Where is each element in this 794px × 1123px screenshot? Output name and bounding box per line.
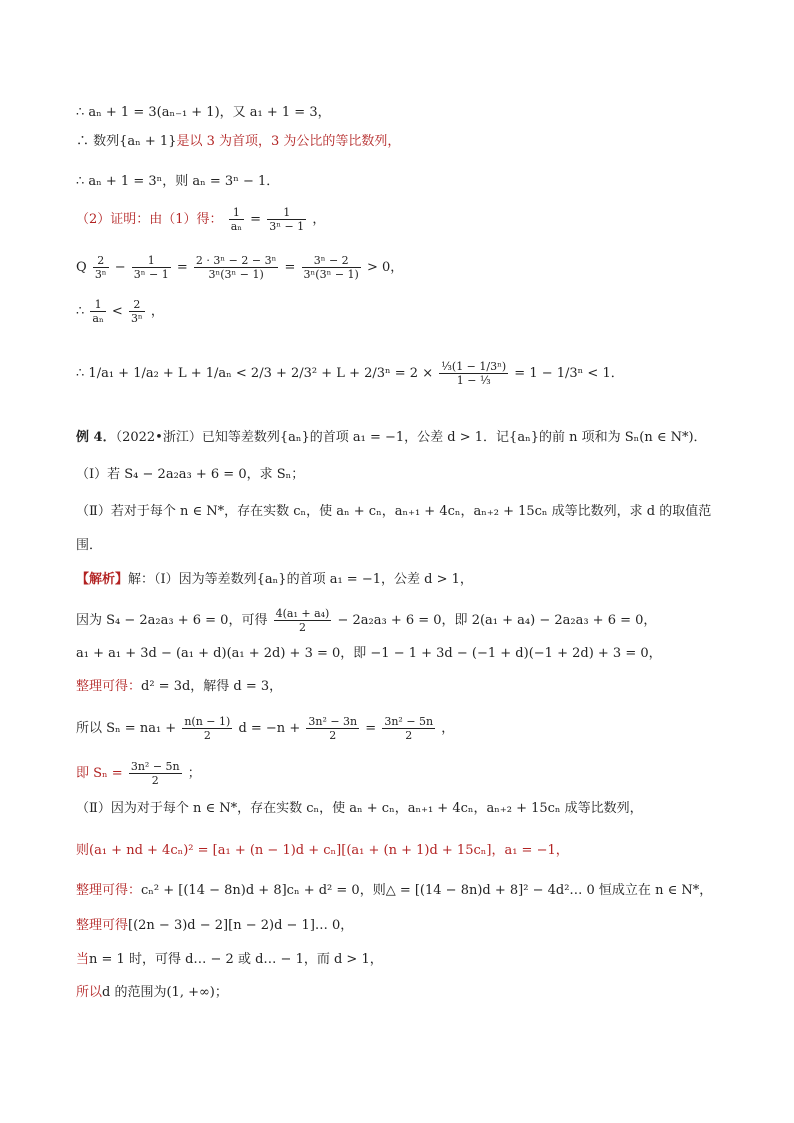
- text-simplify-label-3: 整理可得: [76, 918, 129, 933]
- line-analysis: [76, 571, 754, 589]
- text-general-term: ∴ aₙ + 1 = 3ⁿ，则 aₙ = 3ⁿ − 1．: [76, 174, 280, 189]
- text-proof-label: （2）证明：由（1）得：: [76, 212, 223, 227]
- line-n-equals-1: 当n = 1 时，可得 d… − 2 或 d… − 1，而 d > 1，: [76, 952, 383, 967]
- line-inequality: ∴ $\frac{1}{\text{aₙ}}$ < $\frac{2}{\text{3ⁿ}}$ ，: [76, 298, 164, 325]
- fraction-2-over-3n: $\frac{2}{\text{3ⁿ}}$: [94, 254, 107, 281]
- line-part-2-cont: [76, 537, 754, 555]
- text-d-range: d 的范围为(1, +∞)；: [102, 985, 228, 1000]
- text-factor: [(2n − 3)d − 2][n − 2)d − 1]… 0，: [128, 918, 354, 933]
- line-proof-start: （2）证明：由（1）得： $\frac{1}{\text{aₙ}}$ = $\frac{1}{\text{3ⁿ − 1}}$ ，: [76, 206, 326, 233]
- line-substitution: [76, 645, 754, 663]
- line-example-4: [76, 429, 754, 447]
- fraction-n-n-1: $\frac{n(n - 1)}{2}$: [184, 715, 231, 742]
- line-difference: Q $\frac{2}{\text{3ⁿ}}$ − $\frac{1}{\text{3ⁿ − 1}}$ = $\frac{\text{2 · 3ⁿ − 2 − 3ⁿ}}{\text{3ⁿ(3ⁿ − 1)}}$ = $\frac{\text{3ⁿ − 2}}{\text{3ⁿ(3ⁿ − 1)}}$ > 0，: [76, 254, 404, 281]
- fraction-1-over-3n-minus-1: $\frac{1}{\text{3ⁿ − 1}}$: [269, 206, 305, 233]
- text-part-2-cont: 围．: [76, 538, 103, 553]
- line-factor: [76, 917, 754, 935]
- line-geometric-sequence: [76, 133, 754, 151]
- text-simplify-label: 整理可得：: [76, 679, 142, 694]
- fraction-geometric-sum: $\frac{\text{⅓(1 − 1/3ⁿ)}}{\text{1 − ⅓}}$: [441, 360, 507, 387]
- fraction-2-over-3n-2: $\frac{2}{\text{3ⁿ}}$: [130, 298, 143, 325]
- line-sum-bound: ∴ 1/a₁ + 1/a₂ + L + 1/aₙ < 2/3 + 2/3² + L + 2/3ⁿ = 2 × $\frac{\text{⅓(1 − 1/3ⁿ)}}{\text{1 − ⅓}}$ = 1 − 1/3ⁿ < 1．: [76, 360, 624, 387]
- line-sn-result: 即 Sₙ = $\frac{\text{3n² − 5n}}{2}$ ；: [76, 760, 201, 787]
- text-analysis-start: 解：（Ⅰ）因为等差数列{aₙ}的首项 a₁ = −1，公差 d > 1，: [128, 572, 473, 587]
- fraction-1-over-an-2: $\frac{1}{\text{aₙ}}$: [92, 298, 104, 325]
- line-solve-d: [76, 678, 754, 696]
- text-part-1: （Ⅰ）若 S₄ − 2a₂a₃ + 6 = 0，求 Sₙ；: [76, 467, 305, 482]
- line-geometric-condition: [76, 842, 754, 860]
- fraction-sn-result: $\frac{\text{3n² − 5n}}{2}$: [130, 760, 180, 787]
- line-part-2: [76, 503, 754, 521]
- line-d-range: 所以d 的范围为(1, +∞)；: [76, 985, 228, 1000]
- line-general-term: [76, 173, 754, 191]
- text-sum-expression: 1/a₁ + 1/a₂ + L + 1/aₙ < 2/3 + 2/3² + L + 2/3ⁿ = 2 ×: [88, 366, 434, 381]
- fraction-1-over-3n-1: $\frac{1}{\text{3ⁿ − 1}}$: [133, 254, 169, 281]
- line-sn-derivation: 所以 Sₙ = na₁ + $\frac{n(n - 1)}{2}$ d = −n + $\frac{\text{3n² − 3n}}{2}$ = $\frac{\text{3n² − 5n}}{2}$ ，: [76, 715, 455, 742]
- text-example-statement: （2022•浙江）已知等差数列{aₙ}的首项 a₁ = −1，公差 d > 1．记{aₙ}的前 n 项和为 Sₙ(n ∈ N*)．: [115, 430, 707, 445]
- text-substitution: a₁ + a₁ + 3d − (a₁ + d)(a₁ + 2d) + 3 = 0，即 −1 − 1 + 3d − (−1 + d)(−1 + 2d) + 3 = 0，: [76, 646, 662, 661]
- text-example-label: 例 4．: [76, 430, 116, 445]
- text-part-2-solution: （Ⅱ）因为对于每个 n ∈ N*，存在实数 cₙ，使 aₙ + cₙ，aₙ₊₁ + 4cₙ，aₙ₊₂ + 15cₙ 成等比数列，: [76, 801, 643, 816]
- fraction-1-over-an: $\frac{1}{\text{aₙ}}$: [230, 206, 243, 233]
- text-analysis-label: 【解析】: [76, 572, 129, 587]
- fraction-s4: $\frac{\text{4(a₁ + a₄)}}{2}$: [275, 607, 330, 634]
- text-sequence-property: 是以 3 为首项，3 为公比的等比数列，: [176, 134, 401, 149]
- text-part-2: （Ⅱ）若对于每个 n ∈ N*，存在实数 cₙ，使 aₙ + cₙ，aₙ₊₁ + 4cₙ，aₙ₊₂ + 15cₙ 成等比数列，求 d 的取值范: [76, 504, 712, 519]
- line-recurrence: [76, 104, 754, 122]
- line-part-2-solution: [76, 800, 754, 818]
- fraction-simplified: $\frac{\text{3ⁿ − 2}}{\text{3ⁿ(3ⁿ − 1)}}$: [303, 254, 359, 281]
- text-simplify-label-2: 整理可得：: [76, 883, 142, 898]
- line-part-1: [76, 466, 754, 484]
- text-quadratic: cₙ² + [(14 − 8n)d + 8]cₙ + d² = 0，则△ = [(14 − 8n)d + 8]² − 4d²… 0 恒成立在 n ∈ N*，: [141, 883, 713, 898]
- line-s4-condition: 因为 S₄ − 2a₂a₃ + 6 = 0，可得 $\frac{\text{4(a₁ + a₄)}}{2}$ − 2a₂a₃ + 6 = 0，即 2(a₁ + a₄) − 2a₂a₃ + 6 = 0，: [76, 607, 657, 634]
- text-solve-d: d² = 3d，解得 d = 3，: [141, 679, 283, 694]
- text-recurrence: ∴ aₙ + 1 = 3(aₙ₋₁ + 1)，又 a₁ + 1 = 3，: [76, 105, 331, 120]
- line-quadratic: [76, 882, 754, 900]
- fraction-3n2-3n: $\frac{\text{3n² − 3n}}{2}$: [308, 715, 358, 742]
- text-geometric-condition: 则(a₁ + nd + 4cₙ)² = [a₁ + (n − 1)d + cₙ][(a₁ + (n + 1)d + 15cₙ]，a₁ = −1，: [76, 843, 569, 858]
- fraction-combined: $\frac{\text{2 · 3ⁿ − 2 − 3ⁿ}}{\text{3ⁿ(3ⁿ − 1)}}$: [195, 254, 277, 281]
- fraction-3n2-5n: $\frac{\text{3n² − 5n}}{2}$: [384, 715, 434, 742]
- text-n-equals-1: n = 1 时，可得 d… − 2 或 d… − 1，而 d > 1，: [89, 952, 383, 967]
- text-sequence-name: ∴ 数列{aₙ + 1}: [76, 134, 177, 149]
